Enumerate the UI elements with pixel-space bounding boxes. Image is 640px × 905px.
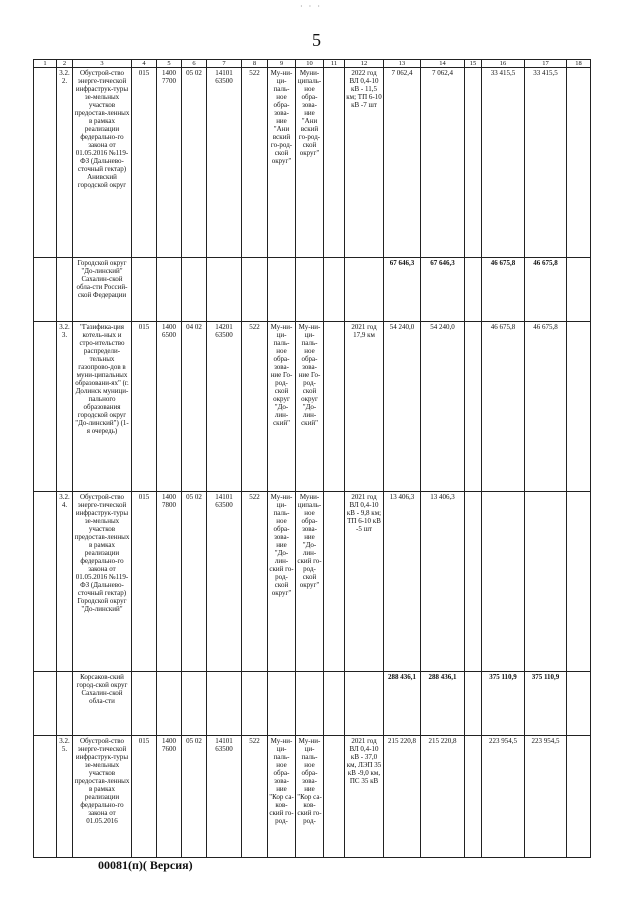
col-num: 1 [34, 60, 57, 68]
col-num: 14 [421, 60, 465, 68]
cell-c17: 33 415,5 [525, 68, 567, 258]
col-num: 16 [482, 60, 525, 68]
cell-c6: 04 02 [182, 322, 207, 492]
row-code: 3.2.2. [57, 68, 73, 258]
cell-c18 [567, 672, 591, 736]
col-num: 10 [296, 60, 324, 68]
table-row [34, 736, 591, 858]
cell-c13: 13 406,3 [384, 492, 421, 672]
col-num: 7 [207, 60, 242, 68]
budget-table [33, 53, 591, 858]
cell-c5: 1400 6500 [157, 322, 182, 492]
cell-c16: 375 110,9 [482, 672, 525, 736]
cell-c8 [242, 258, 268, 322]
row-code [57, 672, 73, 736]
row-description: "Газифика-ция котель-ных и стро-ительство распредели-тельных газопрово-дов в муни-ципальных образовани-ях" (г. Долинск муници-пального образования городской округ "До-линский") (1-я очередь) [73, 322, 132, 492]
cell-c13: 215 220,8 [384, 736, 421, 858]
table-row-subtotal [34, 258, 591, 322]
document-footer: 00081(п)( Версия) [98, 858, 193, 872]
cell-c12: 2021 год 17,9 км [345, 322, 384, 492]
cell-c6 [182, 672, 207, 736]
cell-c13: 7 062,4 [384, 68, 421, 258]
cell-c18 [567, 322, 591, 492]
row-code: 3.2.4. [57, 492, 73, 672]
row-description: Городской округ "До-линский" Сахалин-ской обла-сти Россий-ской Федерации [73, 258, 132, 322]
col-num: 6 [182, 60, 207, 68]
cell-c18 [567, 258, 591, 322]
cell-c15 [465, 322, 482, 492]
table-row [34, 68, 591, 258]
cell-c17: 46 675,8 [525, 258, 567, 322]
cell-c4 [132, 672, 157, 736]
cell-c11 [324, 492, 345, 672]
cell-c11 [324, 322, 345, 492]
cell-c4: 015 [132, 736, 157, 858]
cell-c14: 54 240,0 [421, 322, 465, 492]
col-num: 13 [384, 60, 421, 68]
col-num: 15 [465, 60, 482, 68]
cell-c8: 522 [242, 736, 268, 858]
cell-c9 [268, 672, 296, 736]
cell-c17: 375 110,9 [525, 672, 567, 736]
cell-c11 [324, 258, 345, 322]
cell-c12 [345, 672, 384, 736]
table-row [34, 492, 591, 672]
cell-c14: 7 062,4 [421, 68, 465, 258]
cell-c6: 05 02 [182, 68, 207, 258]
cell-c4 [132, 258, 157, 322]
cell-c7 [207, 258, 242, 322]
cell-c5: 1400 7600 [157, 736, 182, 858]
cell-c13: 54 240,0 [384, 322, 421, 492]
cell-c6: 05 02 [182, 736, 207, 858]
cell-c10 [296, 258, 324, 322]
cell-c7: 14101 63500 [207, 492, 242, 672]
cell-c5 [157, 258, 182, 322]
row-code: 3.2.3. [57, 322, 73, 492]
row-description: Обустрой-ство энерге-тической инфраструк-туры зе-мельных участков предостав-ленных в рамках реализации федерально-го закона от 01.05.2016 [73, 736, 132, 858]
col-num: 9 [268, 60, 296, 68]
cell-c7: 14201 63500 [207, 322, 242, 492]
cell-c15 [465, 68, 482, 258]
cell-c15 [465, 736, 482, 858]
cell-c5: 1400 7700 [157, 68, 182, 258]
table-row [34, 322, 591, 492]
cell-c10: Муни-ципаль-ное обра-зова-ние "Ани вский го-род-ской округ" [296, 68, 324, 258]
cell-c16: 46 675,8 [482, 322, 525, 492]
cell-c9: Му-ни-ци-паль-ное обра-зова-ние Го-род-ской округ "До-лин-ский" [268, 322, 296, 492]
cell-c14: 13 406,3 [421, 492, 465, 672]
cell-c9: Му-ни-ци-паль-ное обра-зова-ние "Кор са-ков-ский го-род- [268, 736, 296, 858]
col-num: 3 [73, 60, 132, 68]
row-code [57, 258, 73, 322]
cell-c5 [157, 672, 182, 736]
cell-c13: 67 646,3 [384, 258, 421, 322]
cell-c16 [482, 492, 525, 672]
cell-c7: 14101 63500 [207, 736, 242, 858]
cell-c14: 215 220,8 [421, 736, 465, 858]
cell-c8: 522 [242, 492, 268, 672]
cell-c6: 05 02 [182, 492, 207, 672]
cell-c4: 015 [132, 492, 157, 672]
col-num: 12 [345, 60, 384, 68]
cell-c15 [465, 258, 482, 322]
cell-c11 [324, 68, 345, 258]
cell-c17: 46 675,8 [525, 322, 567, 492]
cell-c15 [465, 672, 482, 736]
cell-c11 [324, 736, 345, 858]
cell-c17 [525, 492, 567, 672]
col-num: 5 [157, 60, 182, 68]
page-number: 5 [312, 30, 321, 50]
col-num: 18 [567, 60, 591, 68]
cell-c12 [345, 258, 384, 322]
cell-c12: 2021 год ВЛ 0,4-10 кВ - 9,8 км; ТП 6-10 кВ -5 шт [345, 492, 384, 672]
cell-c18 [567, 68, 591, 258]
col-num: 11 [324, 60, 345, 68]
cell-c7: 14101 63500 [207, 68, 242, 258]
cell-c10: Му-ни-ци-паль-ное обра-зова-ние Го-род-ской округ "До-лин-ский" [296, 322, 324, 492]
col-num: 8 [242, 60, 268, 68]
cell-c9: Му-ни-ци-паль-ное обра-зова-ние "До-лин-ский го-род-ской округ" [268, 492, 296, 672]
row-description: Обустрой-ство энерге-тической инфраструк-туры зе-мельных участков предостав-ленных в рамках реализации федерально-го закона от 01.05.2016 №119-ФЗ (Дальнево-сточный гектар) Городской округ "До-линский" [73, 492, 132, 672]
cell-c8: 522 [242, 322, 268, 492]
cell-c11 [324, 672, 345, 736]
row-description: Обустрой-ство энерге-тической инфраструк-туры зе-мельных участков предостав-ленных в рамках реализации федерально-го закона от 01.05.2016 №119-ФЗ (Дальнево-сточный гектар) Анивский городской округ [73, 68, 132, 258]
col-num: 17 [525, 60, 567, 68]
cell-c6 [182, 258, 207, 322]
cell-c8 [242, 672, 268, 736]
cell-c16: 223 954,5 [482, 736, 525, 858]
col-num: 4 [132, 60, 157, 68]
cell-c4: 015 [132, 68, 157, 258]
cell-c10: Му-ни-ци-паль-ное обра-зова-ние "Кор са-ков-ский го-род- [296, 736, 324, 858]
cell-c4: 015 [132, 322, 157, 492]
cell-c7 [207, 672, 242, 736]
row-description: Корсаков-ский город-ской округ Сахалин-ской обла-сти [73, 672, 132, 736]
cell-c12: 2022 год ВЛ 0,4-10 кВ - 11,5 км; ТП 6-10 кВ -7 шт [345, 68, 384, 258]
cell-c18 [567, 492, 591, 672]
column-number-row [34, 60, 591, 68]
cell-c14: 288 436,1 [421, 672, 465, 736]
scan-marks: · · · [300, 2, 322, 11]
table-row-subtotal [34, 672, 591, 736]
cell-c17: 223 954,5 [525, 736, 567, 858]
cell-c15 [465, 492, 482, 672]
cell-c10 [296, 672, 324, 736]
cell-c13: 288 436,1 [384, 672, 421, 736]
cell-c9: Му-ни-ци-паль-ное обра-зова-ние "Ани вский го-род-ской округ" [268, 68, 296, 258]
cell-c9 [268, 258, 296, 322]
cell-c8: 522 [242, 68, 268, 258]
cell-c18 [567, 736, 591, 858]
row-code: 3.2.5. [57, 736, 73, 858]
cell-c5: 1400 7800 [157, 492, 182, 672]
cell-c14: 67 646,3 [421, 258, 465, 322]
cell-c12: 2021 год ВЛ 0,4-10 кВ - 37,0 км, ЛЭП 35 кВ -9,0 км, ПС 35 кВ [345, 736, 384, 858]
cell-c16: 46 675,8 [482, 258, 525, 322]
cell-c10: Муни-ципаль-ное обра-зова-ние "До-лин-ский го-род-ской округ" [296, 492, 324, 672]
col-num: 2 [57, 60, 73, 68]
cell-c16: 33 415,5 [482, 68, 525, 258]
